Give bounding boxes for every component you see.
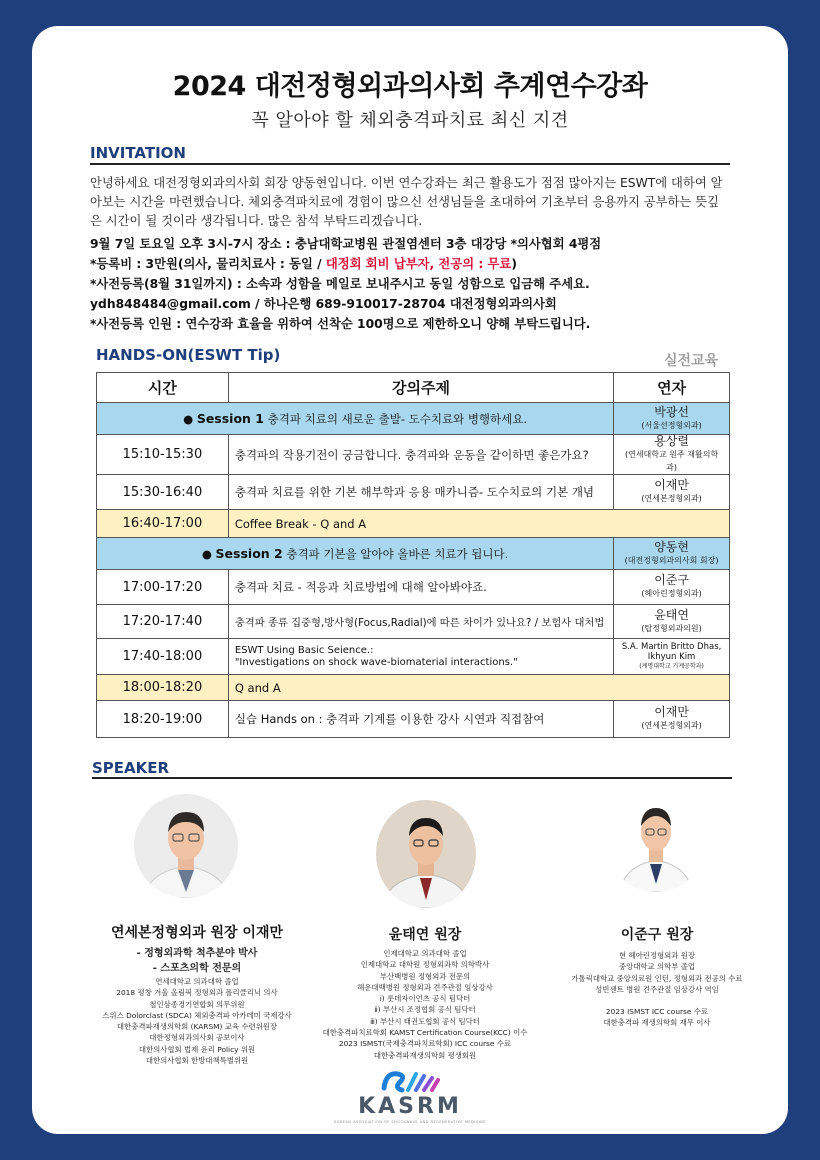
practice-label: 실전교육	[664, 353, 719, 369]
logo-text: KASRM	[358, 1094, 462, 1119]
session-1-row	[97, 403, 730, 435]
session-2-chair: 양동현 (대전정형외과의사회 회장)	[614, 538, 730, 570]
speaker-1-cv: - 정형외과학 척추분야 박사 - 스포츠의학 전문의 연세대학교 의과대학 졸업 2018 평창 겨울 올림픽 정형외과 폴리클리닉 의사 철인삼종경기연합회 의무위원 스위스 Dolorclast (SDCA) 체외충격파 아카데미 국제강사 대한충격파재생의학회 (KARSM) 교육 수련위원장 대한정형외과의사회 공보이사 대한의사협회 법제 윤리 Policy 위원 대한의사협회 한방대책특별위원	[102, 948, 292, 1066]
col-speaker: 연자	[614, 373, 730, 403]
page-subtitle: 꼭 알아야 할 체외충격파치료 최신 지견	[251, 110, 569, 131]
session-2-title: ● Session 2 충격파 기본을 알아야 올바른 치료가 됩니다.	[97, 538, 614, 570]
invitation-divider	[90, 163, 730, 165]
kasrm-logo	[332, 1066, 488, 1126]
capacity-note: *사전등록 인원 : 연수강좌 효율을 위하여 선착순 100명으로 제한하오니 양해 부탁드립니다.	[90, 317, 591, 331]
table-row: 15:30-16:40 충격파 치료를 위한 기본 해부학과 응용 매카니즘- 도수치료의 기본 개념 이재만 (연세본정형외과)	[97, 475, 730, 510]
pre-registration: *사전등록(8월 31일까지) : 소속과 성함을 메일로 보내주시고 동일 성함으로 입금해 주세요.	[90, 277, 590, 291]
contact-account: ydh848484@gmail.com / 하나은행 689-910017-28704 대전정형외과의사회	[90, 297, 557, 311]
page-title: 2024 대전정형외과의사회 추계연수강좌	[172, 71, 648, 102]
break-row: 18:00-18:20 Q and A	[97, 675, 730, 701]
poster-card	[32, 26, 788, 1134]
table-row: 15:10-15:30 충격파의 작용기전이 궁금합니다. 충격파와 운동을 같이하면 좋은가요? 용상렬 (연세대학교 원주 재활의학과)	[97, 435, 730, 475]
speaker-3-photo	[606, 792, 706, 892]
speaker-1-photo	[134, 794, 238, 898]
fee-free-note: 대정회 회비 납부자, 전공의 : 무료	[325, 257, 512, 271]
fee-text: *등록비 : 3만원(의사, 물리치료사 : 동일 /	[90, 257, 326, 271]
table-row: 18:20-19:00 실습 Hands on : 충격파 기계를 이용한 강사 시연과 직접참여 이재만 (연세본정형외과)	[97, 701, 730, 738]
speaker-2-photo	[376, 800, 476, 908]
kasrm-logo-mark	[332, 1066, 488, 1096]
speaker-2-cv: 인제대학교 의과대학 졸업 인제대학교 대학원 정형외과학 의학박사 부산백병원 정형외과 전문의 해운대백병원 정형외과 견주관절 임상강사 ⅰ) 롯데자이언츠 공식 팀닥터 ⅱ) 부산시 조정협회 공식 팀닥터 ⅲ) 부산시 태권도협회 공식 팀닥터 대한충격파치료학회 KAMST Certification Course(KCC) 이수 2023 ISMST(국제충격파치료학회) ICC course 수료 대한충격파재생의학회 평생회원	[322, 949, 528, 1060]
invitation-intro: 안녕하세요 대전정형외과의사회 회장 양동현입니다. 이번 연수강좌는 최근 활용도가 점점 많아지는 ESWT에 대하여 알아보는 시간을 마련했습니다. 체외충격파치료에 경험이 많으신 선생님들을 초대하여 기초부터 응용까지 공부하는 뜻깊은 시간이 될 것이라 생각됩니다. 많은 참석 부탁드리겠습니다.	[90, 176, 723, 228]
schedule-table	[96, 372, 730, 738]
speaker-heading: SPEAKER	[92, 759, 170, 777]
col-topic: 강의주제	[228, 373, 613, 403]
speaker-3-cv: 현 헤아린정형외과 원장 중앙대학교 의학부 졸업 가톨릭대학교 중앙의료원 인턴, 정형외과 전공의 수료 성빈센트 병원 견주관절 임상강사 역임 2023 ISMST ICC course 수료 대한충격파 재생의학회 재무 이사	[571, 951, 743, 1028]
fee-close: )	[511, 257, 517, 271]
table-header	[97, 373, 730, 403]
speaker-3-name: 이준구 원장	[620, 927, 694, 943]
session-1-chair: 박광선 (서울선정형외과)	[614, 403, 730, 435]
table-row: 17:20-17:40 충격파 종류 집중형,방사형(Focus,Radial)에 따른 차이가 있나요? / 보험사 대처법 윤태연 (탑정형외과의원)	[97, 605, 730, 639]
table-row: 17:40-18:00 ESWT Using Basic Seience.: "Investigations on shock wave-biomaterial interactions." S.A. Martin Britto Dhas, Ikhyun Kim (계명대학교 기계공학과)	[97, 639, 730, 675]
logo-subtext: KOREAN ASSOCIATION OF SHOCKWAVE AND REGENERATIVE MEDICINE	[333, 1120, 487, 1124]
session-1-title: ● Session 1 충격파 치료의 새로운 출발- 도수치료와 병행하세요.	[97, 403, 614, 435]
session-2-row	[97, 538, 730, 570]
event-info: 9월 7일 토요일 오후 3시-7시 장소 : 충남대학교병원 관절염센터 3층 대강당 *의사협회 4평점	[90, 237, 602, 251]
break-row: 16:40-17:00 Coffee Break - Q and A	[97, 510, 730, 538]
invitation-heading: INVITATION	[90, 144, 186, 162]
table-row: 17:00-17:20 충격파 치료 - 적응과 치료방법에 대해 알아봐야죠. 이준구 (헤아린정형외과)	[97, 570, 730, 605]
speaker-2-name: 윤태연 원장	[388, 927, 462, 943]
registration-fee	[90, 254, 517, 272]
handson-heading: HANDS-ON(ESWT Tip)	[96, 346, 281, 364]
speaker-divider	[92, 777, 732, 779]
speaker-1-name: 연세본정형외과 원장 이재만	[110, 925, 284, 941]
col-time: 시간	[97, 373, 229, 403]
